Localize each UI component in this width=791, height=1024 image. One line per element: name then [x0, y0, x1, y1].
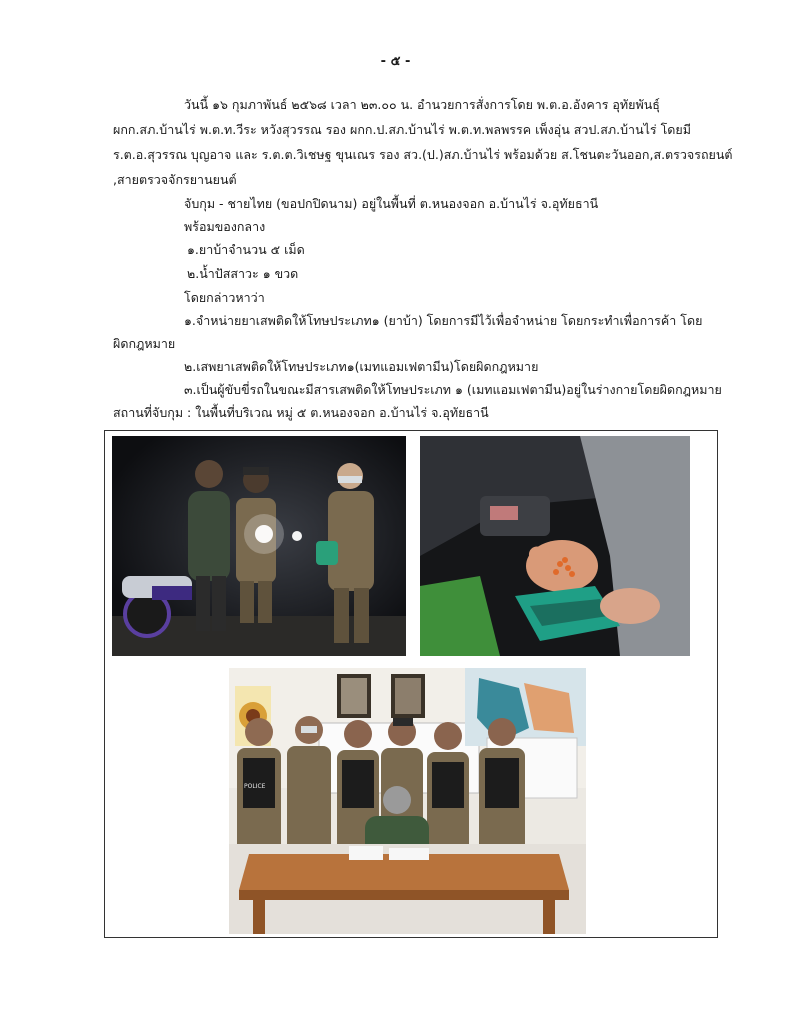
evidence-item-2: ๒.น้ำปัสสาวะ ๑ ขวด — [187, 266, 299, 281]
paragraph-line-3: ร.ต.อ.สุวรรณ บุญอาจ และ ร.ต.ต.วิเชษฐ ขุนเณร รอง สว.(ป.)สภ.บ้านไร่ พร้อมด้วย ส.โชนตะวันออก,ส.ตรวจรถยนต์ — [113, 147, 733, 162]
arrest-line: จับกุม - ชายไทย (ขอปกปิดนาม) อยู่ในพื้นที่ ต.หนองจอก อ.บ้านไร่ จ.อุทัยธานี — [184, 196, 599, 211]
paragraph-line-4: ,สายตรวจจักรยานยนต์ — [113, 172, 237, 187]
photo-evidence-closeup — [420, 436, 690, 656]
page-number: - ๕ - — [380, 54, 411, 69]
charge-3: ๓.เป็นผู้ขับขี่รถในขณะมีสารเสพติดให้โทษประเภท ๑ (เมทแอมเฟตามีน)อยู่ในร่างกายโดยผิดกฎหมาย — [184, 382, 722, 397]
photo-night-arrest — [112, 436, 406, 656]
police-vest-label: POLICE — [244, 783, 266, 790]
paragraph-line-1: วันนี้ ๑๖ กุมภาพันธ์ ๒๕๖๘ เวลา ๒๓.๐๐ น. อำนวยการสั่งการโดย พ.ต.อ.อังคาร อุทัยพันธุ์ — [184, 97, 660, 112]
charge-2: ๒.เสพยาเสพติดให้โทษประเภท๑(เมทแอมเฟตามีน)โดยผิดกฎหมาย — [184, 359, 539, 374]
evidence-item-1: ๑.ยาบ้าจำนวน ๕ เม็ด — [187, 242, 305, 257]
paragraph-line-2: ผกก.สภ.บ้านไร่ พ.ต.ท.วีระ หวังสุวรรณ รอง ผกก.ป.สภ.บ้านไร่ พ.ต.ท.พลพรรค เพ็งอุ่น สวป.สภ.บ้านไร่ โดยมี — [113, 122, 691, 137]
evidence-heading: พร้อมของกลาง — [184, 219, 266, 234]
arrest-location: สถานที่จับกุม : ในพื้นที่บริเวณ หมู่ ๕ ต.หนองจอก อ.บ้านไร่ จ.อุทัยธานี — [113, 405, 489, 420]
charge-1-line-1: ๑.จำหน่ายยาเสพติดให้โทษประเภท๑ (ยาบ้า) โดยการมีไว้เพื่อจำหน่าย โดยกระทำเพื่อการค้า โดย — [184, 313, 703, 328]
photo-group-station — [229, 668, 586, 934]
charge-heading: โดยกล่าวหาว่า — [184, 290, 265, 305]
charge-1-line-2: ผิดกฎหมาย — [113, 336, 176, 351]
